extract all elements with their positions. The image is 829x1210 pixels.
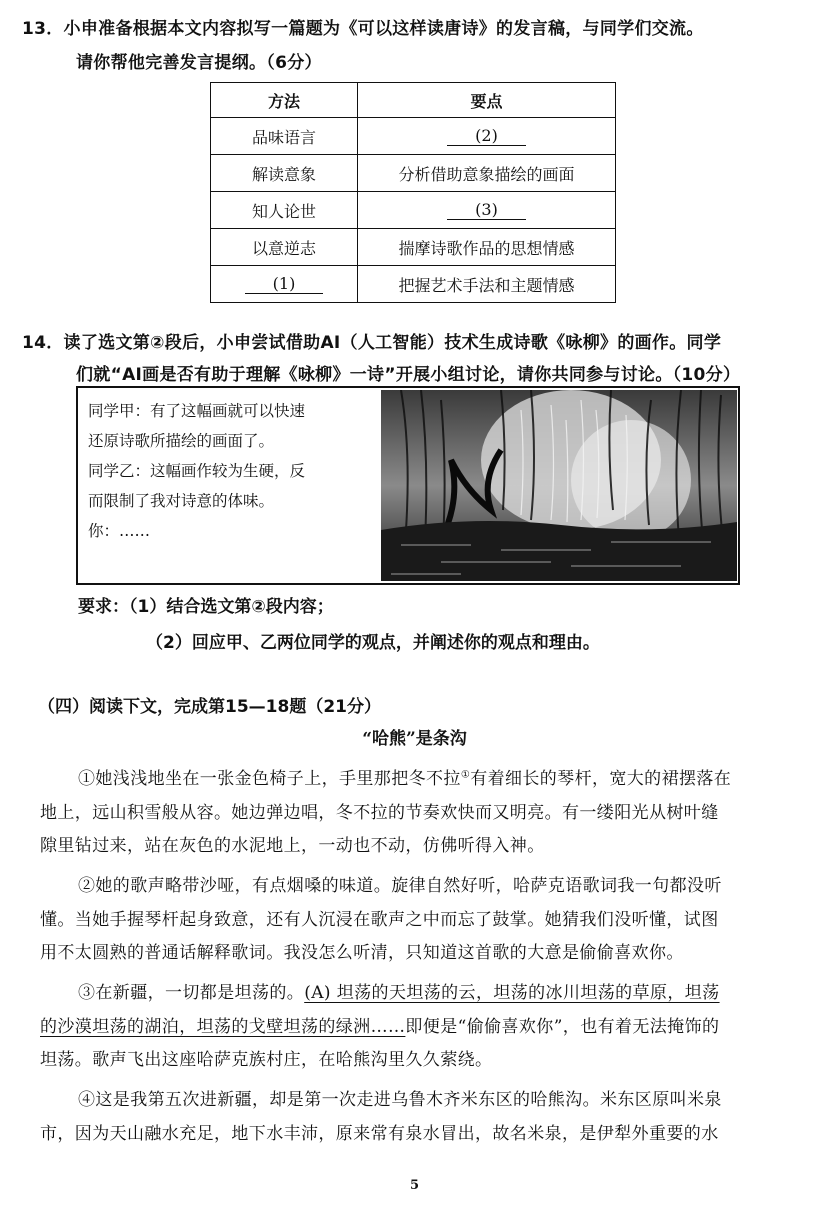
article-text: ①她浅浅地坐在一张金色椅子上，手里那把冬不拉 [78, 769, 461, 789]
table-header-row [211, 83, 616, 118]
table-cell-point [358, 118, 616, 155]
outline-table [210, 82, 616, 303]
underlined-sentence-a: (A) 坦荡的天坦荡的云，坦荡的冰川坦荡的草原，坦荡 [304, 983, 720, 1003]
discussion-line: 你：…… [88, 522, 151, 540]
requirement-2: （2）回应甲、乙两位同学的观点，并阐述你的观点和理由。 [146, 633, 600, 653]
table-row [211, 229, 616, 266]
table-cell-method: 解读意象 [211, 155, 358, 192]
answer-blank: (1) [245, 275, 324, 294]
table-cell-method: 知人论世 [211, 192, 358, 229]
article-text: 即便是“偷偷喜欢你”，也有着无法掩饰的 [405, 1017, 720, 1037]
table-cell-method: 以意逆志 [211, 229, 358, 266]
discussion-line: 同学乙：这幅画作较为生硬，反 [88, 462, 306, 480]
article-line: 坦荡。歌声飞出这座哈萨克族村庄，在哈熊沟里久久萦绕。 [40, 1050, 493, 1070]
table-row [211, 118, 616, 155]
article-text: 有着细长的琴杆，宽大的裙摆落在 [470, 769, 732, 789]
q13-line1: 13．小申准备根据本文内容拟写一篇题为《可以这样读唐诗》的发言稿，与同学们交流。 [22, 19, 704, 39]
discussion-line: 而限制了我对诗意的体味。 [88, 492, 275, 510]
discussion-text [88, 396, 372, 546]
table-cell-point [358, 192, 616, 229]
article-line [78, 764, 731, 789]
discussion-line: 同学甲：有了这幅画就可以快速 [88, 402, 306, 420]
discussion-line: 还原诗歌所描绘的画面了。 [88, 432, 275, 450]
ai-willow-painting [381, 390, 737, 581]
table-cell-point: 分析借助意象描绘的画面 [358, 155, 616, 192]
discussion-box [76, 386, 740, 585]
article-title: “哈熊”是条沟 [362, 729, 467, 749]
footnote-mark: ① [460, 769, 471, 781]
table-row [211, 192, 616, 229]
article-line: 懂。当她手握琴杆起身致意，还有人沉浸在歌声之中而忘了鼓掌。她猜我们没听懂，试图 [40, 910, 719, 930]
q14-line2: 们就“AI画是否有助于理解《咏柳》一诗”开展小组讨论，请你共同参与讨论。（10分） [76, 365, 741, 385]
section-heading: （四）阅读下文，完成第15—18题（21分） [38, 697, 381, 717]
article-line: 隙里钻过来，站在灰色的水泥地上，一动也不动，仿佛听得入神。 [40, 836, 545, 856]
article-line [78, 978, 720, 1003]
table-header-method: 方法 [211, 83, 358, 118]
table-row [211, 266, 616, 303]
article-line [40, 1012, 719, 1037]
requirement-1: 要求：（1）结合选文第②段内容； [78, 597, 334, 617]
table-cell-method [211, 266, 358, 303]
table-cell-method: 品味语言 [211, 118, 358, 155]
table-header-point: 要点 [358, 83, 616, 118]
underlined-sentence-a: 的沙漠坦荡的湖泊，坦荡的戈壁坦荡的绿洲…… [40, 1017, 406, 1037]
article-text: ③在新疆，一切都是坦荡的。 [78, 983, 305, 1003]
table-cell-point: 把握艺术手法和主题情感 [358, 266, 616, 303]
page-number: 5 [409, 1178, 420, 1193]
table-cell-point: 揣摩诗歌作品的思想情感 [358, 229, 616, 266]
article-line: 地上，远山积雪般从容。她边弹边唱，冬不拉的节奏欢快而又明亮。有一缕阳光从树叶缝 [40, 803, 719, 823]
article-line: ②她的歌声略带沙哑，有点烟嗓的味道。旋律自然好听，哈萨克语歌词我一句都没听 [78, 876, 722, 896]
table-row [211, 155, 616, 192]
article-line: ④这是我第五次进新疆，却是第一次走进乌鲁木齐米东区的哈熊沟。米东区原叫米泉 [78, 1090, 722, 1110]
answer-blank: (2) [447, 127, 526, 146]
article-line: 市，因为天山融水充足，地下水丰沛，原来常有泉水冒出，故名米泉，是伊犁外重要的水 [40, 1124, 719, 1144]
answer-blank: (3) [447, 201, 526, 220]
q14-line1: 14．读了选文第②段后，小申尝试借助AI（人工智能）技术生成诗歌《咏柳》的画作。同学 [22, 333, 722, 353]
q13-line2: 请你帮他完善发言提纲。（6分） [76, 53, 322, 73]
article-line: 用不太圆熟的普通话解释歌词。我没怎么听清，只知道这首歌的大意是偷偷喜欢你。 [40, 943, 684, 963]
